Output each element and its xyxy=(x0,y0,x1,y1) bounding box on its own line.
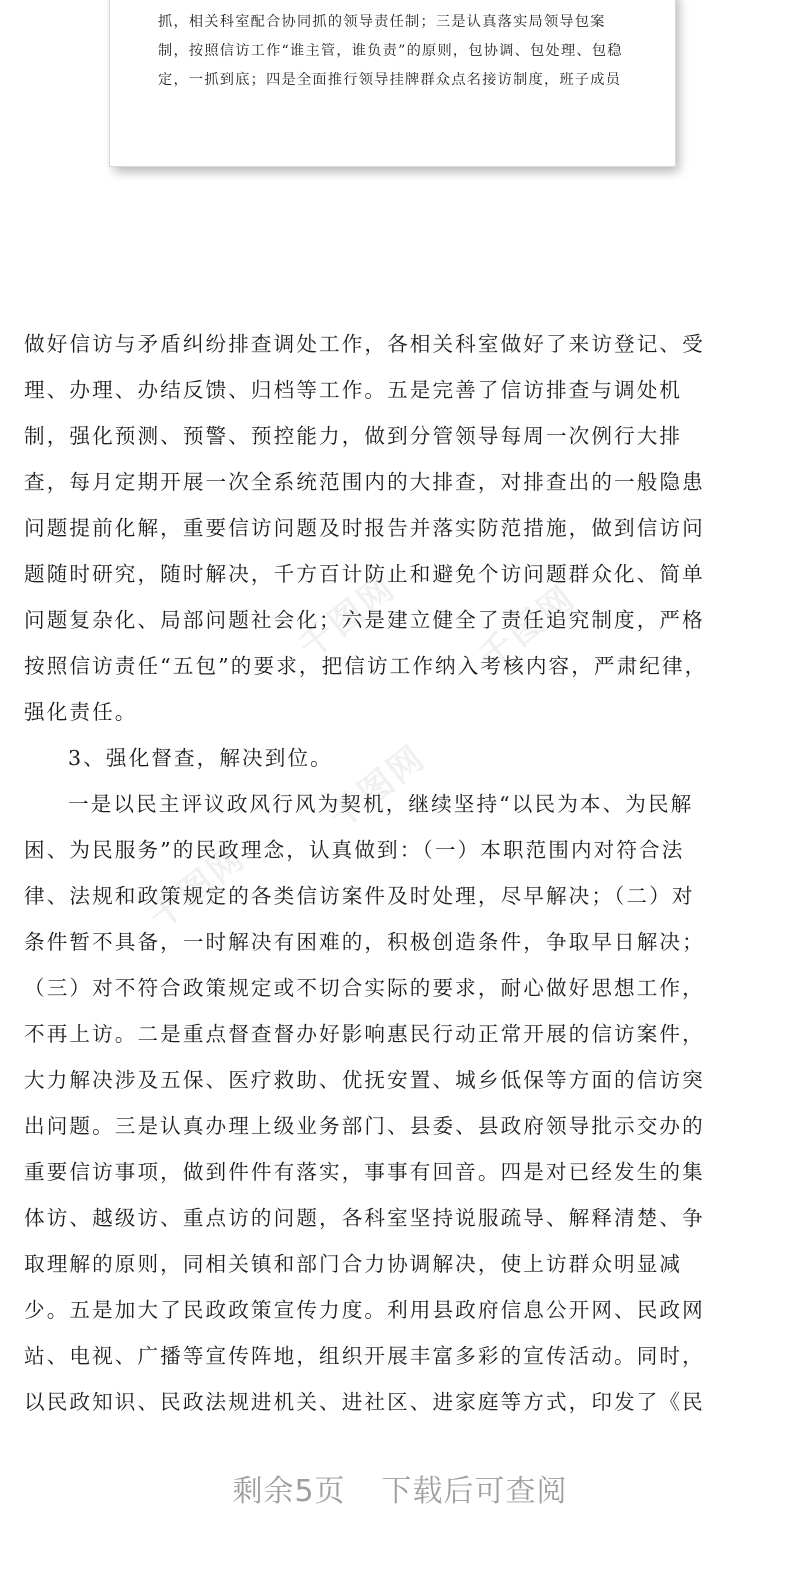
preview-text-line: 抓，相关科室配合协同抓的领导责任制；三是认真落实局领导包案 xyxy=(158,14,606,30)
body-line: 查，每月定期开展一次全系统范围内的大排查，对排查出的一般隐患 xyxy=(24,470,705,494)
download-prompt[interactable] xyxy=(0,1466,800,1510)
body-line: 强化责任。 xyxy=(24,700,138,724)
download-to-read-label: 下载后可查阅 xyxy=(381,1474,568,1509)
watermark-logo: 千图网 xyxy=(471,577,584,678)
body-line: 少。五是加大了民政政策宣传力度。利用县政府信息公开网、民政网 xyxy=(24,1298,705,1322)
body-line: 出问题。三是认真办理上级业务部门、县委、县政府领导批示交办的 xyxy=(24,1114,705,1138)
body-line: （三）对不符合政策规定或不切合实际的要求，耐心做好思想工作， xyxy=(24,976,705,1000)
body-line: 制，强化预测、预警、预控能力，做到分管领导每周一次例行大排 xyxy=(24,424,683,448)
body-line: 站、电视、广播等宣传阵地，组织开展丰富多彩的宣传活动。同时， xyxy=(24,1344,705,1368)
body-line: 大力解决涉及五保、医疗救助、优抚安置、城乡低保等方面的信访突 xyxy=(24,1068,705,1092)
body-line: 重要信访事项，做到件件有落实，事事有回音。四是对已经发生的集 xyxy=(24,1160,705,1184)
body-line: 问题提前化解，重要信访问题及时报告并落实防范措施，做到信访问 xyxy=(24,516,705,540)
document-body xyxy=(24,321,772,1425)
watermark-logo: 千图网 xyxy=(141,837,254,938)
section-heading: 3、强化督查，解决到位。 xyxy=(68,746,333,770)
preview-text-line: 制，按照信访工作“谁主管，谁负责”的原则，包协调、包处理、包稳 xyxy=(158,43,623,59)
remaining-pages-label: 剩余5页 xyxy=(232,1474,346,1509)
body-line: 条件暂不具备，一时解决有困难的，积极创造条件，争取早日解决； xyxy=(24,930,705,954)
body-line: 取理解的原则，同相关镇和部门合力协调解决，使上访群众明显减 xyxy=(24,1252,683,1276)
body-line: 不再上访。二是重点督查督办好影响惠民行动正常开展的信访案件， xyxy=(24,1022,705,1046)
body-line: 题随时研究，随时解决，千方百计防止和避免个访问题群众化、简单 xyxy=(24,562,705,586)
body-line: 律、法规和政策规定的各类信访案件及时处理，尽早解决；（二）对 xyxy=(24,884,695,908)
body-line: 理、办理、办结反馈、归档等工作。五是完善了信访排查与调处机 xyxy=(24,378,683,402)
body-line: 体访、越级访、重点访的问题，各科室坚持说服疏导、解释清楚、争 xyxy=(24,1206,705,1230)
body-line: 做好信访与矛盾纠纷排查调处工作，各相关科室做好了来访登记、受 xyxy=(24,332,705,356)
body-line: 困、为民服务”的民政理念，认真做到：（一）本职范围内对符合法 xyxy=(24,838,685,862)
page-preview-card xyxy=(110,0,675,166)
body-line: 按照信访责任“五包”的要求，把信访工作纳入考核内容，严肃纪律， xyxy=(24,654,708,678)
preview-text-line: 定，一抓到底；四是全面推行领导挂牌群众点名接访制度，班子成员 xyxy=(158,72,622,88)
watermark-logo: 千图网 xyxy=(291,567,404,668)
watermark-logo: 千图网 xyxy=(321,737,434,838)
body-line: 问题复杂化、局部问题社会化；六是建立健全了责任追究制度，严格 xyxy=(24,608,705,632)
body-line: 以民政知识、民政法规进机关、进社区、进家庭等方式，印发了《民 xyxy=(24,1390,705,1414)
body-line: 一是以民主评议政风行风为契机，继续坚持“以民为本、为民解 xyxy=(68,792,694,816)
